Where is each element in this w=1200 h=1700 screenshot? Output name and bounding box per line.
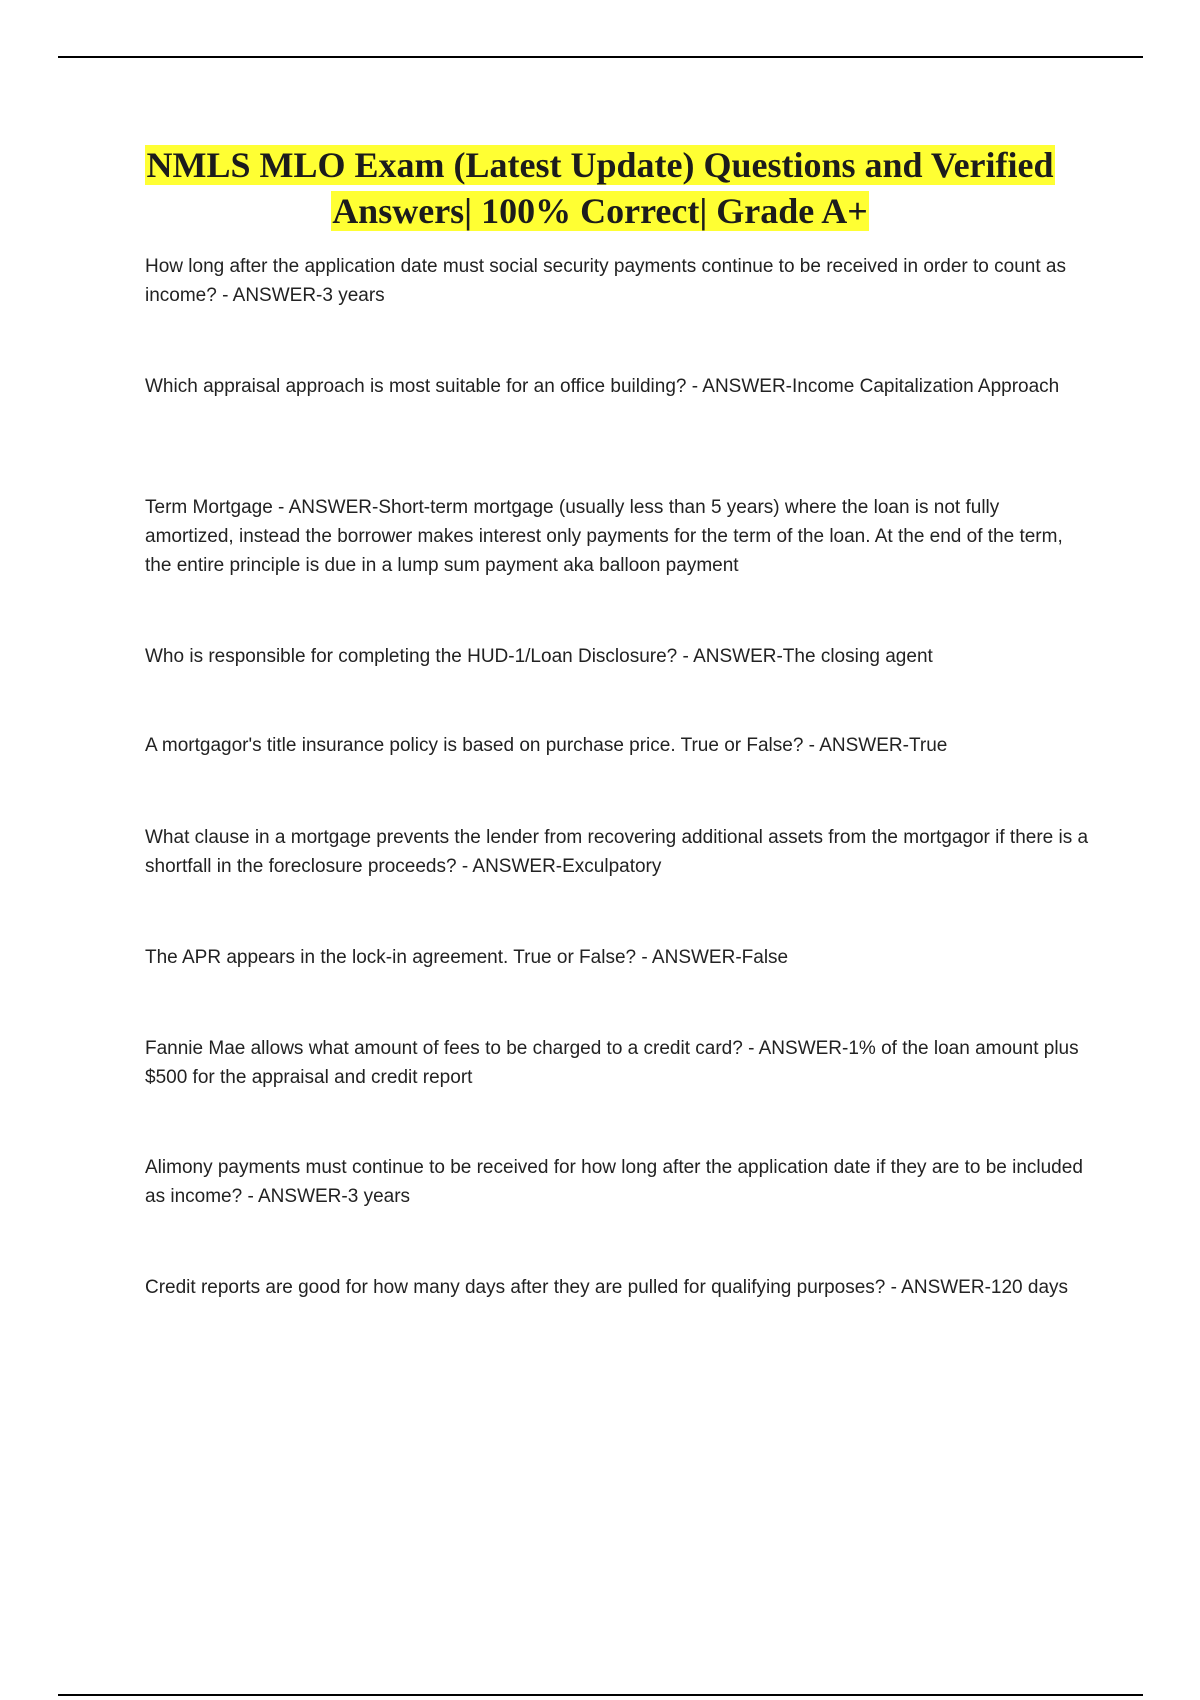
- qa-item: Who is responsible for completing the HUD-1/Loan Disclosure? - ANSWER-The closing agent: [145, 646, 933, 667]
- qa-item: Fannie Mae allows what amount of fees to be charged to a credit card? - ANSWER-1% of the loan amount plus $500 for the appraisal and credit report: [145, 1038, 1079, 1088]
- qa-item: The APR appears in the lock-in agreement. True or False? - ANSWER-False: [145, 947, 789, 968]
- qa-item: How long after the application date must social security payments continue to be received in order to count as income? - ANSWER-3 years: [145, 256, 1066, 306]
- document-title: [60, 142, 1140, 234]
- bottom-rule: [58, 1694, 1143, 1696]
- title-line-1: NMLS MLO Exam (Latest Update) Questions and Verified: [146, 145, 1054, 185]
- qa-item: Alimony payments must continue to be received for how long after the application date if they are to be included as income? - ANSWER-3 years: [145, 1157, 1083, 1207]
- qa-item: Term Mortgage - ANSWER-Short-term mortgage (usually less than 5 years) where the loan is not fully amortized, instead the borrower makes interest only payments for the term of the loan. At the end of the term, the entire principle is due in a lump sum payment aka balloon payment: [145, 497, 1063, 576]
- qa-item: Credit reports are good for how many days after they are pulled for qualifying purposes? - ANSWER-120 days: [145, 1277, 1069, 1298]
- qa-item: What clause in a mortgage prevents the lender from recovering additional assets from the mortgagor if there is a shortfall in the foreclosure proceeds? - ANSWER-Exculpatory: [145, 827, 1089, 877]
- qa-item: A mortgagor's title insurance policy is based on purchase price. True or False? - ANSWER-True: [145, 735, 948, 756]
- qa-item: Which appraisal approach is most suitable for an office building? - ANSWER-Income Capitalization Approach: [145, 376, 1060, 397]
- top-rule: [58, 56, 1143, 58]
- title-line-2: Answers| 100% Correct| Grade A+: [332, 191, 868, 231]
